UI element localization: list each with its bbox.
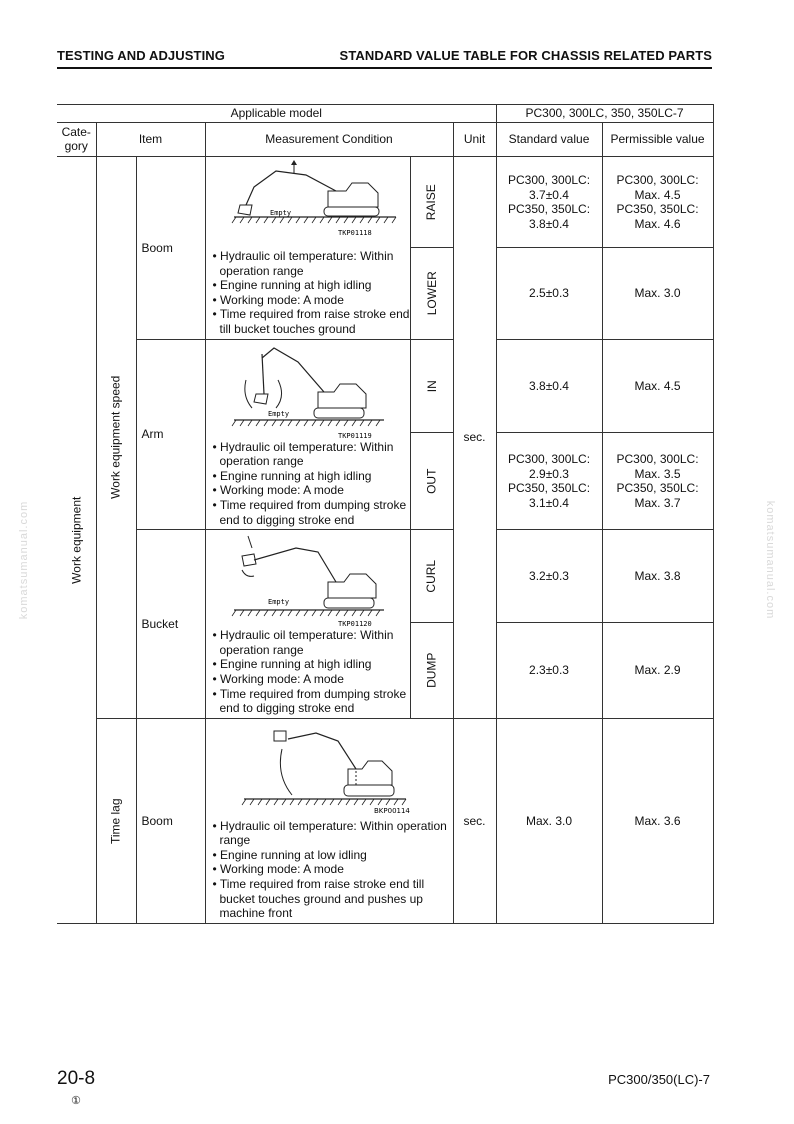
timelag-condition-cell [205, 718, 453, 923]
svg-text:Empty: Empty [267, 598, 289, 607]
item-boom: Boom [136, 157, 205, 340]
timelag-permissible: Max. 3.6 [602, 718, 713, 923]
timelag-condition-1: • Hydraulic oil temperature: Within operation range [212, 818, 447, 848]
unit-speed: sec. [453, 157, 496, 719]
boom-condition-4: • Time required from raise stroke end till bucket touches ground [212, 307, 410, 336]
boom-lower-permissible: Max. 3.0 [602, 248, 713, 339]
standard-value-table [57, 104, 714, 924]
bucket-curl-standard: 3.2±0.3 [496, 530, 602, 623]
timelag-condition-4: • Time required from raise stroke end till bucket touches ground and pushes up machine front [212, 877, 425, 921]
timelag-condition-3: • Working mode: A mode [212, 862, 344, 877]
boom-lower-standard: 2.5±0.3 [496, 248, 602, 339]
watermark-left: komatsumanual.com [18, 500, 30, 620]
arm-figure [206, 340, 410, 440]
item-arm: Arm [136, 339, 205, 530]
svg-text:TKP01118: TKP01118 [337, 229, 372, 237]
bucket-condition-4: • Time required from dumping stroke end to digging stroke end [212, 686, 407, 716]
bucket-dump-permissible: Max. 2.9 [602, 622, 713, 718]
svg-text:Empty: Empty [267, 409, 289, 418]
boom-condition-2: • Engine running at high idling [212, 278, 372, 293]
excavator-timelag-illustration [206, 719, 454, 819]
boom-condition-3: • Working mode: A mode [212, 292, 344, 307]
boom-raise-standard: PC300, 300LC: 3.7±0.4 PC350, 350LC: 3.8±0.4 [496, 157, 602, 248]
header-standard-value: Standard value [496, 123, 602, 157]
boom-raise-permissible: PC300, 300LC: Max. 4.5 PC350, 350LC: Max. 4.6 [602, 157, 713, 248]
svg-text:TKP01120: TKP01120 [337, 620, 372, 629]
svg-text:TKP01119: TKP01119 [337, 431, 372, 440]
arm-out-standard: PC300, 300LC: 2.9±0.3 PC350, 350LC: 3.1±0.4 [496, 433, 602, 530]
header-unit: Unit [453, 123, 496, 157]
header-section-title: TESTING AND ADJUSTING [57, 48, 225, 63]
category-work-equipment: Work equipment [57, 157, 96, 924]
boom-condition-1: • Hydraulic oil temperature: Within operation range [212, 249, 394, 278]
arm-in-standard: 3.8±0.4 [496, 339, 602, 433]
applicable-model-label: Applicable model [57, 105, 496, 123]
arm-out-permissible: PC300, 300LC: Max. 3.5 PC350, 350LC: Max. 3.7 [602, 433, 713, 530]
bucket-figure [206, 530, 410, 628]
bucket-curl-label: CURL [410, 530, 453, 623]
arm-condition-4: • Time required from dumping stroke end to digging stroke end [212, 497, 407, 527]
arm-condition-2: • Engine running at high idling [212, 468, 372, 483]
header-item: Item [96, 123, 205, 157]
arm-condition-3: • Working mode: A mode [212, 483, 344, 498]
group-work-equipment-speed: Work equipment speed [96, 157, 136, 719]
model-code: PC300/350(LC)-7 [608, 1072, 710, 1087]
excavator-arm-illustration [206, 340, 411, 440]
watermark-right: komatsumanual.com [764, 500, 776, 620]
bucket-condition-1: • Hydraulic oil temperature: Within operation range [212, 628, 394, 657]
group-time-lag: Time lag [96, 718, 136, 923]
header-category: Cate-gory [57, 123, 96, 157]
timelag-figure [206, 719, 453, 819]
header-rule [57, 67, 712, 69]
boom-lower-label: LOWER [410, 248, 453, 339]
item-timelag-boom: Boom [136, 718, 205, 923]
bucket-curl-permissible: Max. 3.8 [602, 530, 713, 623]
bucket-condition-cell [205, 530, 410, 719]
bucket-condition-3: • Working mode: A mode [212, 671, 344, 686]
header-permissible-value: Permissible value [602, 123, 713, 157]
boom-condition-cell [205, 157, 410, 340]
arm-condition-cell [205, 339, 410, 530]
arm-out-label: OUT [410, 433, 453, 530]
page-number: 20-8 [57, 1068, 96, 1089]
header-page-title: STANDARD VALUE TABLE FOR CHASSIS RELATED PARTS [339, 48, 712, 63]
arm-condition-1: • Hydraulic oil temperature: Within operation range [212, 439, 394, 469]
excavator-bucket-illustration [206, 530, 411, 628]
boom-raise-label: RAISE [410, 157, 453, 248]
bucket-dump-label: DUMP [410, 622, 453, 718]
arm-in-permissible: Max. 4.5 [602, 339, 713, 433]
excavator-boom-illustration [206, 157, 411, 249]
timelag-condition-2: • Engine running at low idling [212, 847, 367, 862]
bucket-condition-2: • Engine running at high idling [212, 657, 372, 672]
header-measurement-condition: Measurement Condition [205, 123, 453, 157]
bucket-dump-standard: 2.3±0.3 [496, 622, 602, 718]
revision-mark: ① [71, 1095, 81, 1107]
svg-text:Empty: Empty [269, 209, 291, 217]
applicable-model-value: PC300, 300LC, 350, 350LC-7 [496, 105, 713, 123]
timelag-unit: sec. [453, 718, 496, 923]
timelag-standard: Max. 3.0 [496, 718, 602, 923]
item-bucket: Bucket [136, 530, 205, 719]
arm-in-label: IN [410, 339, 453, 433]
boom-figure [206, 157, 410, 249]
svg-text:BKP00114: BKP00114 [373, 806, 410, 815]
